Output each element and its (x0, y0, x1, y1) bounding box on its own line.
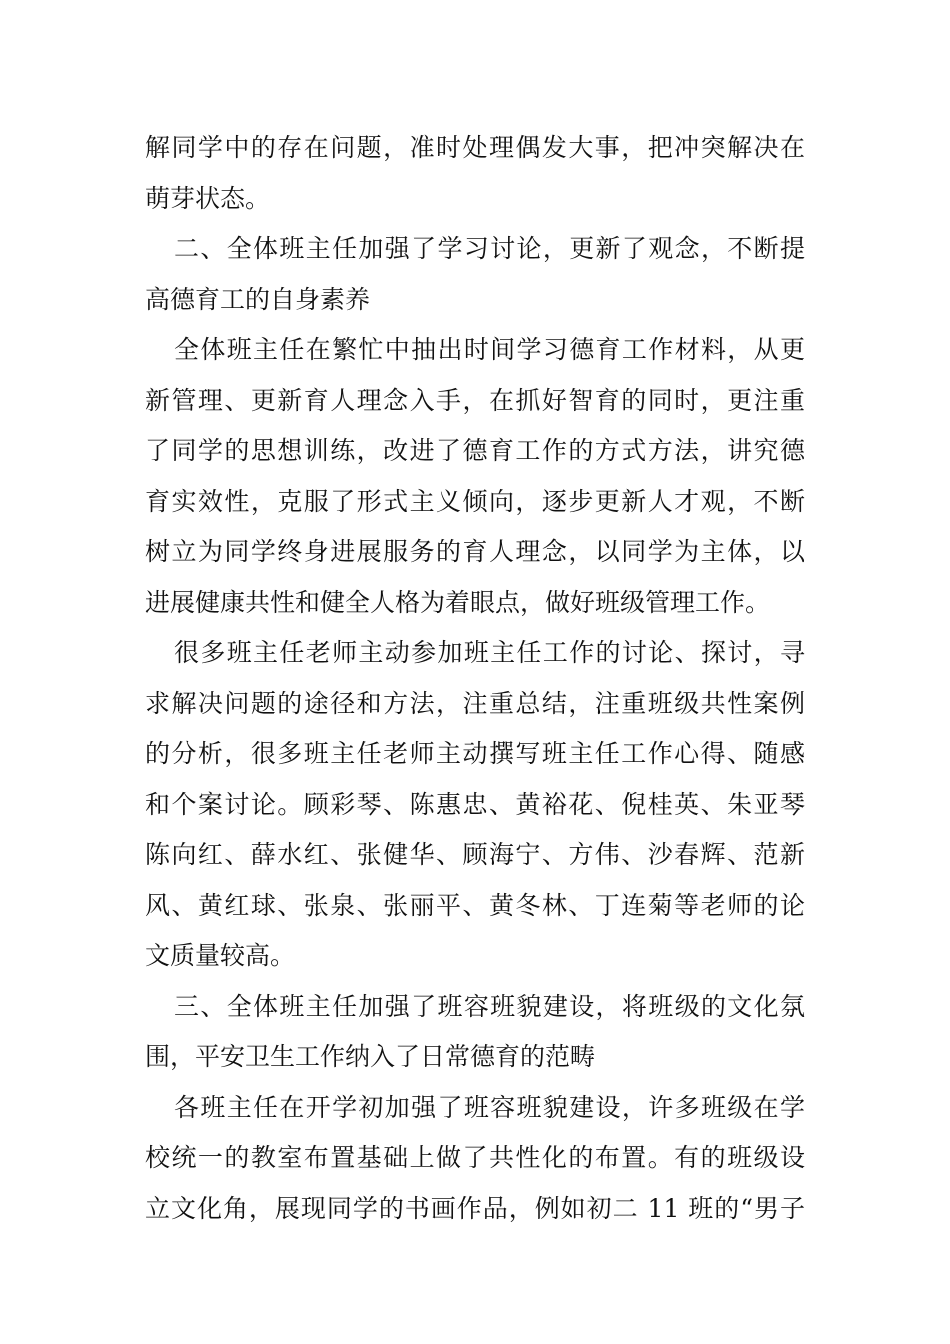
paragraph-line: 萌芽状态。 (145, 183, 271, 213)
paragraph-line: 了同学的思想训练，改进了德育工作的方式方法，讲究德 (145, 436, 805, 465)
paragraph-line: 的分析，很多班主任老师主动撰写班主任工作心得、随感 (145, 739, 805, 768)
paragraph-line: 风、黄红球、张泉、张丽平、黄冬林、丁连菊等老师的论 (145, 890, 805, 920)
paragraph-line: 立文化角，展现同学的书画作品，例如初二 11 班的“男子 (145, 1193, 805, 1223)
paragraph-line: 解同学中的存在问题，准时处理偶发大事，把冲突解决在 (145, 133, 805, 162)
paragraph-line: 全体班主任在繁忙中抽出时间学习德育工作材料，从更 (174, 335, 805, 364)
paragraph-line: 很多班主任老师主动参加班主任工作的讨论、探讨，寻 (174, 638, 805, 667)
paragraph-line: 求解决问题的途径和方法，注重总结，注重班级共性案例 (145, 688, 805, 718)
section-heading-line: 高德育工的自身素养 (145, 284, 371, 314)
paragraph-line: 进展健康共性和健全人格为着眼点，做好班级管理工作。 (145, 587, 771, 617)
section-heading-line: 围，平安卫生工作纳入了日常德育的范畴 (145, 1042, 596, 1071)
paragraph-line: 新管理、更新育人理念入手，在抓好智育的同时，更注重 (145, 385, 805, 415)
paragraph-line: 树立为同学终身进展服务的育人理念，以同学为主体，以 (145, 537, 805, 566)
section-heading-line: 二、全体班主任加强了学习讨论，更新了观念，不断提 (174, 234, 805, 263)
paragraph-line: 和个案讨论。顾彩琴、陈惠忠、黄裕花、倪桂英、朱亚琴 (145, 789, 805, 819)
paragraph-line: 文质量较高。 (145, 941, 296, 970)
paragraph-line: 校统一的教室布置基础上做了共性化的布置。有的班级设 (145, 1143, 805, 1172)
paragraph-line: 陈向红、薛水红、张健华、顾海宁、方伟、沙春辉、范新 (145, 840, 805, 869)
document-body (145, 123, 805, 1234)
section-heading-line: 三、全体班主任加强了班容班貌建设，将班级的文化氛 (174, 991, 805, 1021)
paragraph-line: 育实效性，克服了形式主义倾向，逐步更新人才观，不断 (145, 486, 805, 516)
paragraph-line: 各班主任在开学初加强了班容班貌建设，许多班级在学 (174, 1092, 805, 1122)
